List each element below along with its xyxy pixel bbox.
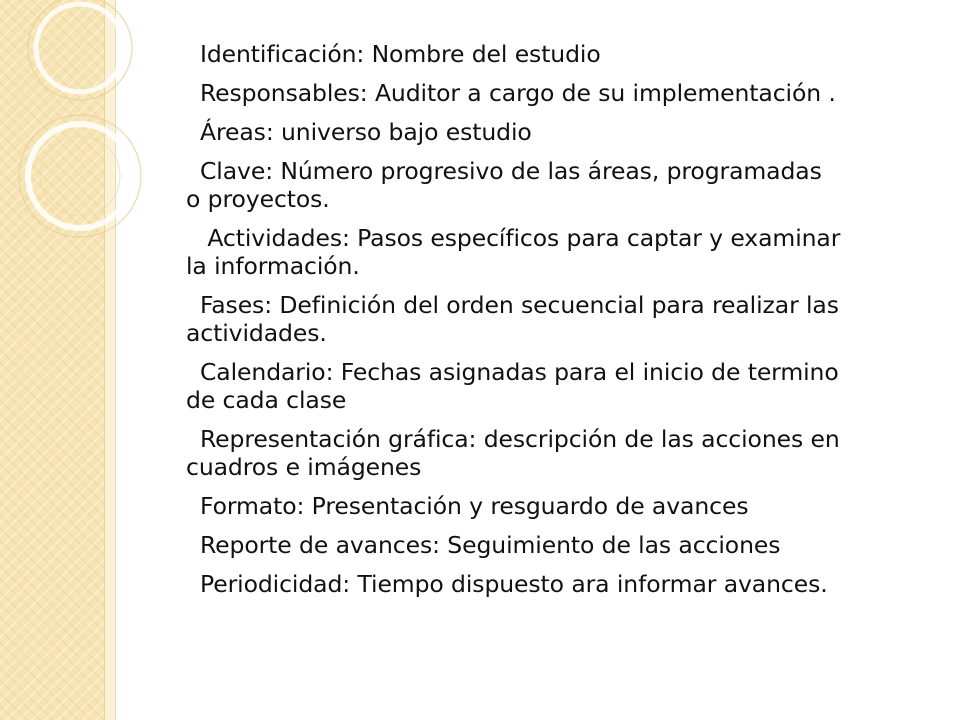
list-item-line: Representación gráfica: descripción de las acciones en — [200, 425, 840, 453]
list-item-continuation: de cada clase — [186, 386, 347, 414]
list-item-line: Responsables: Auditor a cargo de su implementación . — [200, 79, 836, 107]
bullet-text-list — [186, 40, 940, 609]
list-item-line: Clave: Número progresivo de las áreas, programadas — [200, 157, 822, 185]
list-item — [200, 492, 940, 520]
list-item — [186, 358, 940, 414]
list-item-line: Identificación: Nombre del estudio — [200, 40, 601, 68]
list-item-line: Periodicidad: Tiempo dispuesto ara informar avances. — [200, 570, 828, 598]
list-item-line: Áreas: universo bajo estudio — [200, 118, 532, 146]
list-item-continuation: actividades. — [186, 319, 327, 347]
list-item — [186, 157, 940, 213]
list-item-line: Reporte de avances: Seguimiento de las acciones — [200, 531, 781, 559]
list-item — [186, 425, 940, 481]
list-item — [200, 40, 940, 68]
list-item-line: Calendario: Fechas asignadas para el inicio de termino — [200, 358, 839, 386]
list-item — [200, 531, 940, 559]
list-item — [200, 79, 940, 107]
list-item-line: Formato: Presentación y resguardo de avances — [200, 492, 749, 520]
list-item-line: Fases: Definición del orden secuencial para realizar las — [200, 291, 839, 319]
list-item-continuation: o proyectos. — [186, 185, 330, 213]
list-item — [200, 570, 940, 598]
list-item-line: Actividades: Pasos específicos para captar y examinar — [200, 224, 841, 252]
list-item — [186, 291, 940, 347]
list-item — [200, 118, 940, 146]
ring-ornament-icon — [0, 0, 140, 260]
list-item-continuation: la información. — [186, 252, 360, 280]
list-item — [186, 224, 940, 280]
list-item-continuation: cuadros e imágenes — [186, 453, 422, 481]
